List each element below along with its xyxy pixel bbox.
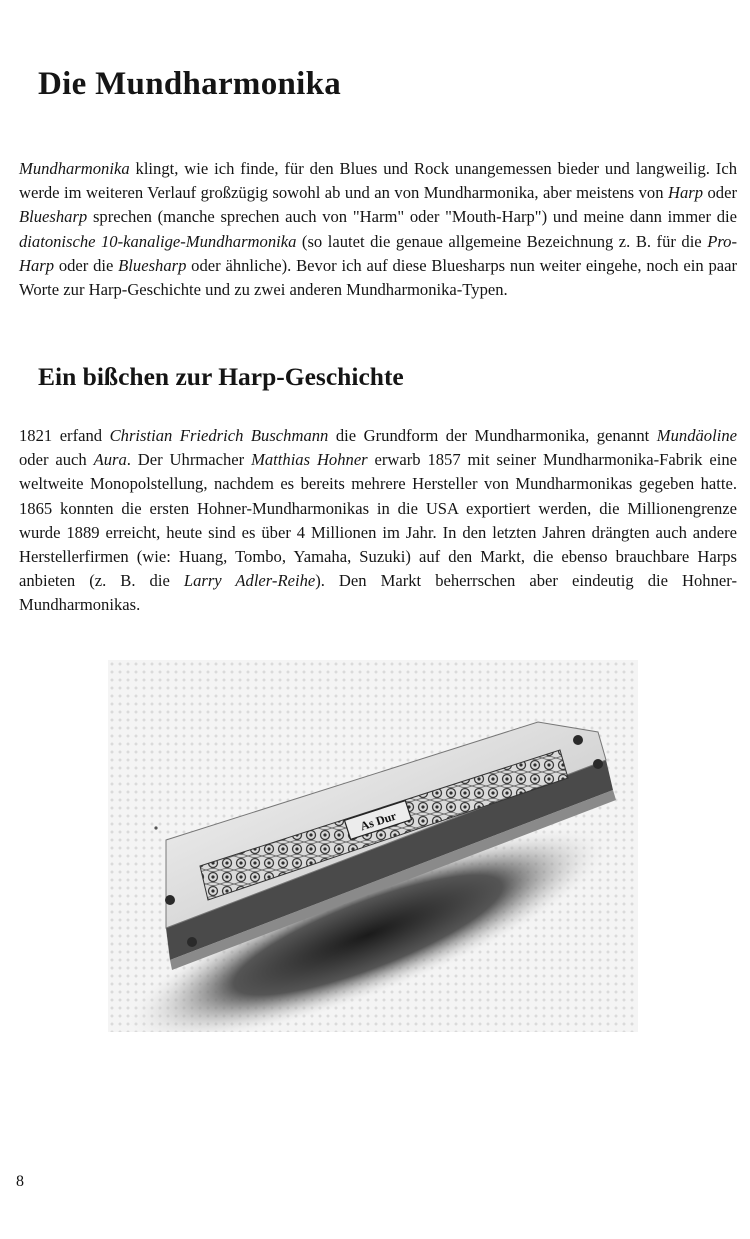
- text-run: . Der Uhrmacher: [126, 450, 252, 470]
- italic-term: Aura: [93, 450, 127, 470]
- text-run: oder die: [54, 255, 119, 275]
- italic-term: Mundäoline: [656, 426, 737, 445]
- italic-term: Matthias Hohner: [251, 450, 368, 470]
- italic-term: diatonische 10-kanalige-Mundharmonika: [19, 231, 297, 251]
- italic-term: Larry Adler-Reihe: [183, 571, 316, 591]
- text-run: sprechen (manche sprechen auch von "Harm" oder "Mouth-Harp") und meine dann immer die: [87, 207, 737, 227]
- text-run: die Grundform der Mundharmonika, genannt: [328, 426, 657, 445]
- harmonica-photo: [108, 660, 638, 1032]
- page-number: 8: [16, 1173, 24, 1190]
- page-title: Die Mundharmonika: [38, 66, 342, 102]
- text-run: klingt, wie ich finde, für den Blues und Rock unangemessen bieder und langweilig. Ich werde im weiteren Verlauf großzügig sowohl ab und an von Mundharmonika, aber meistens von: [19, 159, 737, 203]
- text-run: oder: [703, 183, 737, 203]
- italic-term: Christian Friedrich Buschmann: [109, 426, 329, 445]
- text-run: ). Den Markt beherrschen aber eindeutig die Hohner-Mundharmonikas.: [19, 571, 737, 615]
- engraving-text: As Dur: [358, 808, 399, 834]
- text-run: erwarb 1857 mit seiner Mundharmonika-Fabrik eine weltweite Monopolstellung, nachdem es bereits mehrere Hersteller von Mundharmonikas gegeben hatte. 1865 konnten die ersten Hohner-Mundharmonikas in die USA exportiert werden, die Millionengrenze wurde 1889 erreicht, heute sind es über 4 Millionen im Jahr. In den letzten Jahren drängten auch andere Herstellerfirmen (wie: Huang, Tombo, Yamaha, Suzuki) auf den Markt, die ebenso brauchbare Harps anbieten (z. B. die: [19, 450, 737, 591]
- text-run: (so lautet die genaue allgemeine Bezeichnung z. B. für die: [296, 231, 708, 251]
- section-heading: Ein bißchen zur Harp-Geschichte: [38, 362, 404, 391]
- italic-term: Mundharmonika: [19, 159, 130, 178]
- italic-term: Pro-Harp: [19, 231, 737, 275]
- intro-paragraph: [19, 157, 737, 302]
- text-run: 1821 erfand: [19, 426, 110, 445]
- italic-term: Harp: [667, 183, 704, 203]
- italic-term: Bluesharp: [19, 207, 88, 227]
- text-run: oder auch: [19, 450, 94, 470]
- text-run: oder ähnliche). Bevor ich auf diese Bluesharps nun weiter eingehe, noch ein paar Worte zur Harp-Geschichte und zu zwei anderen Mundharmonika-Typen.: [19, 255, 737, 300]
- history-paragraph: [19, 424, 737, 618]
- italic-term: Bluesharp: [118, 255, 187, 275]
- harmonica-image: [108, 660, 638, 1032]
